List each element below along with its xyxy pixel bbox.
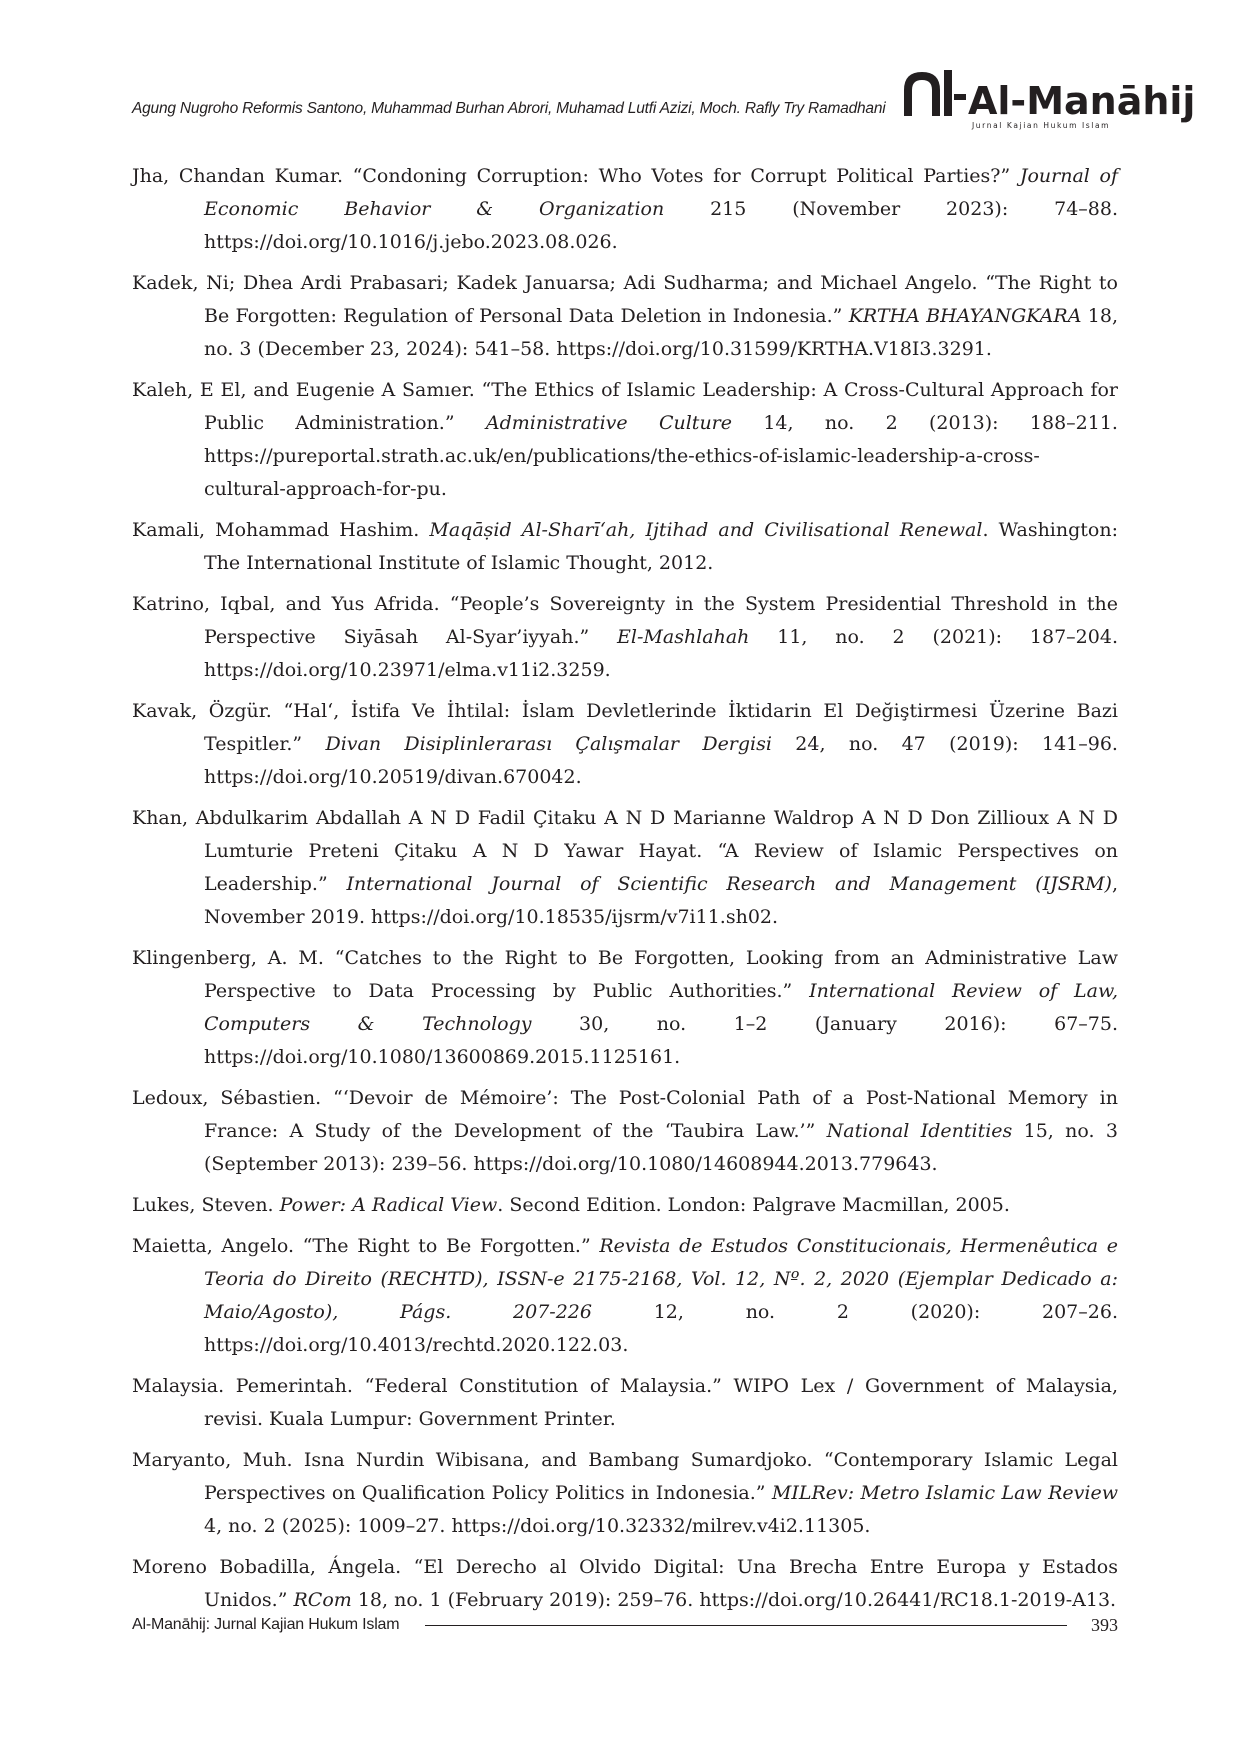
footer-journal-name: Al-Manāhij: Jurnal Kajian Hukum Islam xyxy=(132,1616,400,1633)
reference-details: 4, no. 2 (2025): 1009–27. https://doi.org/10.32332/milrev.v4i2.11305. xyxy=(204,1515,871,1537)
reference-details: 215 (November 2023): 74–88. https://doi.org/10.1016/j.jebo.2023.08.026. xyxy=(204,198,1118,253)
reference-source: El-Mashlahah xyxy=(617,626,750,648)
reference-details: 30, no. 1–2 (January 2016): 67–75. https://doi.org/10.1080/13600869.2015.1125161. xyxy=(204,1013,1118,1068)
reference-text: Malaysia. Pemerintah. “Federal Constitution of Malaysia.” WIPO Lex / Government of Malaysia, revisi. Kuala Lumpur: Government Printer. xyxy=(132,1375,1118,1430)
reference-source: RCom xyxy=(293,1589,352,1611)
reference-entry xyxy=(132,160,1118,259)
reference-entry xyxy=(132,588,1118,687)
reference-source: National Identities xyxy=(826,1120,1013,1142)
reference-details: , November 2019. https://doi.org/10.18535/ijsrm/v7i11.sh02. xyxy=(204,873,1118,928)
reference-entry xyxy=(132,267,1118,366)
reference-text: Ledoux, Sébastien. “‘Devoir de Mémoire’: The Post-Colonial Path of a Post-National Memory in France: A Study of the Development of the ‘Taubira Law.’” xyxy=(132,1087,1118,1142)
reference-text: Kavak, Özgür. “Hal‘, İstifa Ve İhtilal: İslam Devletlerinde İktidarin El Değiştirmesi Üzerine Bazi Tespitler.” xyxy=(132,700,1118,755)
reference-source: Maqāṣid Al-Sharī‘ah, Ijtihad and Civilisational Renewal xyxy=(429,519,983,541)
reference-entry xyxy=(132,1189,1118,1222)
reference-entry xyxy=(132,1370,1118,1436)
page-number: 393 xyxy=(1091,1614,1118,1635)
reference-entry xyxy=(132,1444,1118,1543)
reference-details: . Second Edition. London: Palgrave Macmillan, 2005. xyxy=(497,1194,1010,1216)
reference-entry xyxy=(132,942,1118,1074)
reference-text: Jha, Chandan Kumar. “Condoning Corruption: Who Votes for Corrupt Political Parties?” xyxy=(132,165,1020,187)
reference-details: 14, no. 2 (2013): 188–211. https://pureportal.strath.ac.uk/en/publications/the-ethics-of-islamic-leadership-a-cross-cultural-approach-for-pu. xyxy=(204,412,1118,500)
reference-entry xyxy=(132,802,1118,934)
reference-details: 18, no. 3 (December 23, 2024): 541–58. https://doi.org/10.31599/KRTHA.V18I3.3291. xyxy=(204,305,1118,360)
reference-source: Divan Disiplinlerarası Çalışmalar Dergisi xyxy=(325,733,772,755)
logo-graphic xyxy=(898,64,1196,136)
reference-text: Moreno Bobadilla, Ángela. “El Derecho al Olvido Digital: Una Brecha Entre Europa y Estados Unidos.” xyxy=(132,1556,1118,1611)
reference-entry xyxy=(132,1551,1118,1617)
reference-source: Revista de Estudos Constitucionais, Hermenêutica e Teoria do Direito (RECHTD), ISSN-e 2175-2168, Vol. 12, Nº. 2, 2020 (Ejemplar Dedicado a: Maio/Agosto), Págs. 207-226 xyxy=(204,1235,1118,1323)
reference-details: 24, no. 47 (2019): 141–96. https://doi.org/10.20519/divan.670042. xyxy=(204,733,1118,788)
reference-text: Maryanto, Muh. Isna Nurdin Wibisana, and Bambang Sumardjoko. “Contemporary Islamic Legal Perspectives on Qualification Policy Politics in Indonesia.” xyxy=(132,1449,1118,1504)
reference-text: Kaleh, E El, and Eugenie A Samıer. “The Ethics of Islamic Leadership: A Cross-Cultural Approach for Public Administration.” xyxy=(132,379,1118,434)
reference-details: 12, no. 2 (2020): 207–26. https://doi.org/10.4013/rechtd.2020.122.03. xyxy=(204,1301,1118,1356)
journal-logo xyxy=(898,64,1196,136)
footer-rule xyxy=(425,1625,1067,1626)
reference-text: Kadek, Ni; Dhea Ardi Prabasari; Kadek Januarsa; Adi Sudharma; and Michael Angelo. “The Right to Be Forgotten: Regulation of Personal Data Deletion in Indonesia.” xyxy=(132,272,1118,327)
reference-source: Power: A Radical View xyxy=(279,1194,498,1216)
reference-text: Maietta, Angelo. “The Right to Be Forgotten.” xyxy=(132,1235,600,1257)
reference-entry xyxy=(132,1082,1118,1181)
reference-source: Journal of Economic Behavior & Organization xyxy=(204,165,1118,220)
reference-list xyxy=(132,160,1118,1625)
reference-entry xyxy=(132,1230,1118,1362)
page-footer xyxy=(132,1612,1118,1638)
reference-details: 15, no. 3 (September 2013): 239–56. https://doi.org/10.1080/14608944.2013.779643. xyxy=(204,1120,1118,1175)
reference-details: . Washington: The International Institute of Islamic Thought, 2012. xyxy=(204,519,1118,574)
running-header-authors: Agung Nugroho Reformis Santono, Muhammad Burhan Abrori, Muhamad Lutfi Azizi, Moch. Rafly Try Ramadhani xyxy=(132,100,886,117)
reference-entry xyxy=(132,374,1118,506)
reference-entry xyxy=(132,514,1118,580)
logo-tagline: Jurnal Kajian Hukum Islam xyxy=(972,121,1111,130)
reference-text: Khan, Abdulkarim Abdallah A N D Fadil Çitaku A N D Marianne Waldrop A N D Don Zillioux A N D Lumturie Preteni Çitaku A N D Yawar Hayat. “A Review of Islamic Perspectives on Leadership.” xyxy=(132,807,1118,895)
reference-text: Katrino, Iqbal, and Yus Afrida. “People’s Sovereignty in the System Presidential Threshold in the Perspective Siyāsah Al-Syar’iyyah.” xyxy=(132,593,1118,648)
reference-source: MILRev: Metro Islamic Law Review xyxy=(771,1482,1118,1504)
reference-source: International Journal of Scientific Research and Management (IJSRM) xyxy=(346,873,1112,895)
reference-entry xyxy=(132,695,1118,794)
reference-details: 18, no. 1 (February 2019): 259–76. https://doi.org/10.26441/RC18.1-2019-A13. xyxy=(351,1589,1117,1611)
reference-source: Administrative Culture xyxy=(485,412,733,434)
reference-text: Lukes, Steven. xyxy=(132,1194,280,1216)
reference-text: Kamali, Mohammad Hashim. xyxy=(132,519,430,541)
reference-text: Klingenberg, A. M. “Catches to the Right to Be Forgotten, Looking from an Administrative Law Perspective to Data Processing by Public Authorities.” xyxy=(132,947,1118,1002)
logo-wordmark: Al-Manāhij xyxy=(968,79,1196,123)
reference-source: International Review of Law, Computers & Technology xyxy=(204,980,1118,1035)
reference-details: 11, no. 2 (2021): 187–204. https://doi.org/10.23971/elma.v11i2.3259. xyxy=(204,626,1118,681)
reference-source: KRTHA BHAYANGKARA xyxy=(848,305,1082,327)
